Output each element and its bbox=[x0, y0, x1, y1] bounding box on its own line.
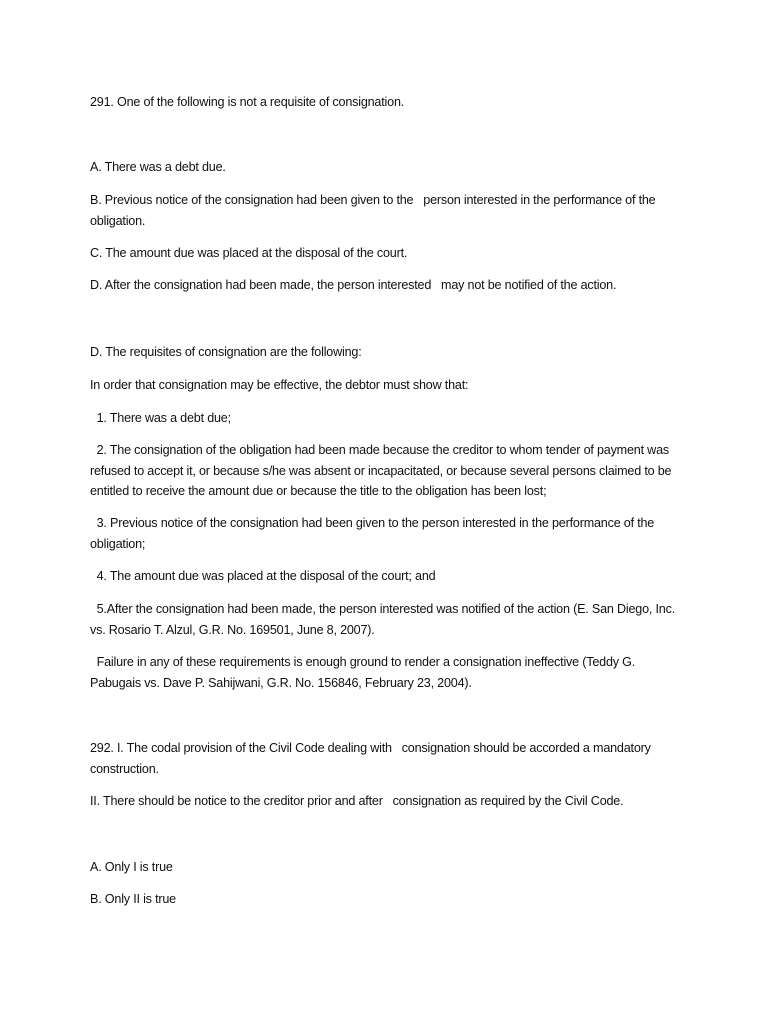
question-291-choice-a: A. There was a debt due. bbox=[90, 160, 226, 174]
requisite-item-1: 1. There was a debt due; bbox=[90, 411, 231, 425]
question-292-choice-a: A. Only I is true bbox=[90, 860, 173, 874]
requisite-item-4: 4. The amount due was placed at the disposal of the court; and bbox=[90, 569, 436, 583]
requisite-item-5: 5.After the consignation had been made, the person interested was notified of the action (E. San Diego, Inc. vs. Rosario T. Alzul, G.R. No. 169501, June 8, 2007). bbox=[90, 602, 679, 637]
question-291-stem: 291. One of the following is not a requisite of consignation. bbox=[90, 95, 405, 109]
question-291-choice-b: B. Previous notice of the consignation had been given to the person interested in the performance of the obligation. bbox=[90, 193, 659, 228]
answer-291-heading: D. The requisites of consignation are the following: bbox=[90, 345, 362, 359]
requisite-item-3: 3. Previous notice of the consignation had been given to the person interested in the performance of the obligation; bbox=[90, 516, 658, 551]
question-292-statement-2: II. There should be notice to the creditor prior and after consignation as required by the Civil Code. bbox=[90, 794, 624, 808]
answer-291-intro: In order that consignation may be effective, the debtor must show that: bbox=[90, 378, 469, 392]
question-291-choice-c: C. The amount due was placed at the disposal of the court. bbox=[90, 246, 408, 260]
question-292-choice-b: B. Only II is true bbox=[90, 892, 176, 906]
requisite-item-2: 2. The consignation of the obligation had been made because the creditor to whom tender of payment was refused to accept it, or because s/he was absent or incapacitated, or because several persons claimed to be entitled to receive the amount due or because the title to the obligation has been lost; bbox=[90, 443, 675, 498]
question-292-statement-1: 292. I. The codal provision of the Civil Code dealing with consignation should be accorded a mandatory construction. bbox=[90, 741, 655, 776]
question-291-choice-d: D. After the consignation had been made, the person interested may not be notified of the action. bbox=[90, 278, 617, 292]
failure-note: Failure in any of these requirements is enough ground to render a consignation ineffective (Teddy G. Pabugais vs. Dave P. Sahijwani, G.R. No. 156846, February 23, 2004). bbox=[90, 655, 639, 690]
